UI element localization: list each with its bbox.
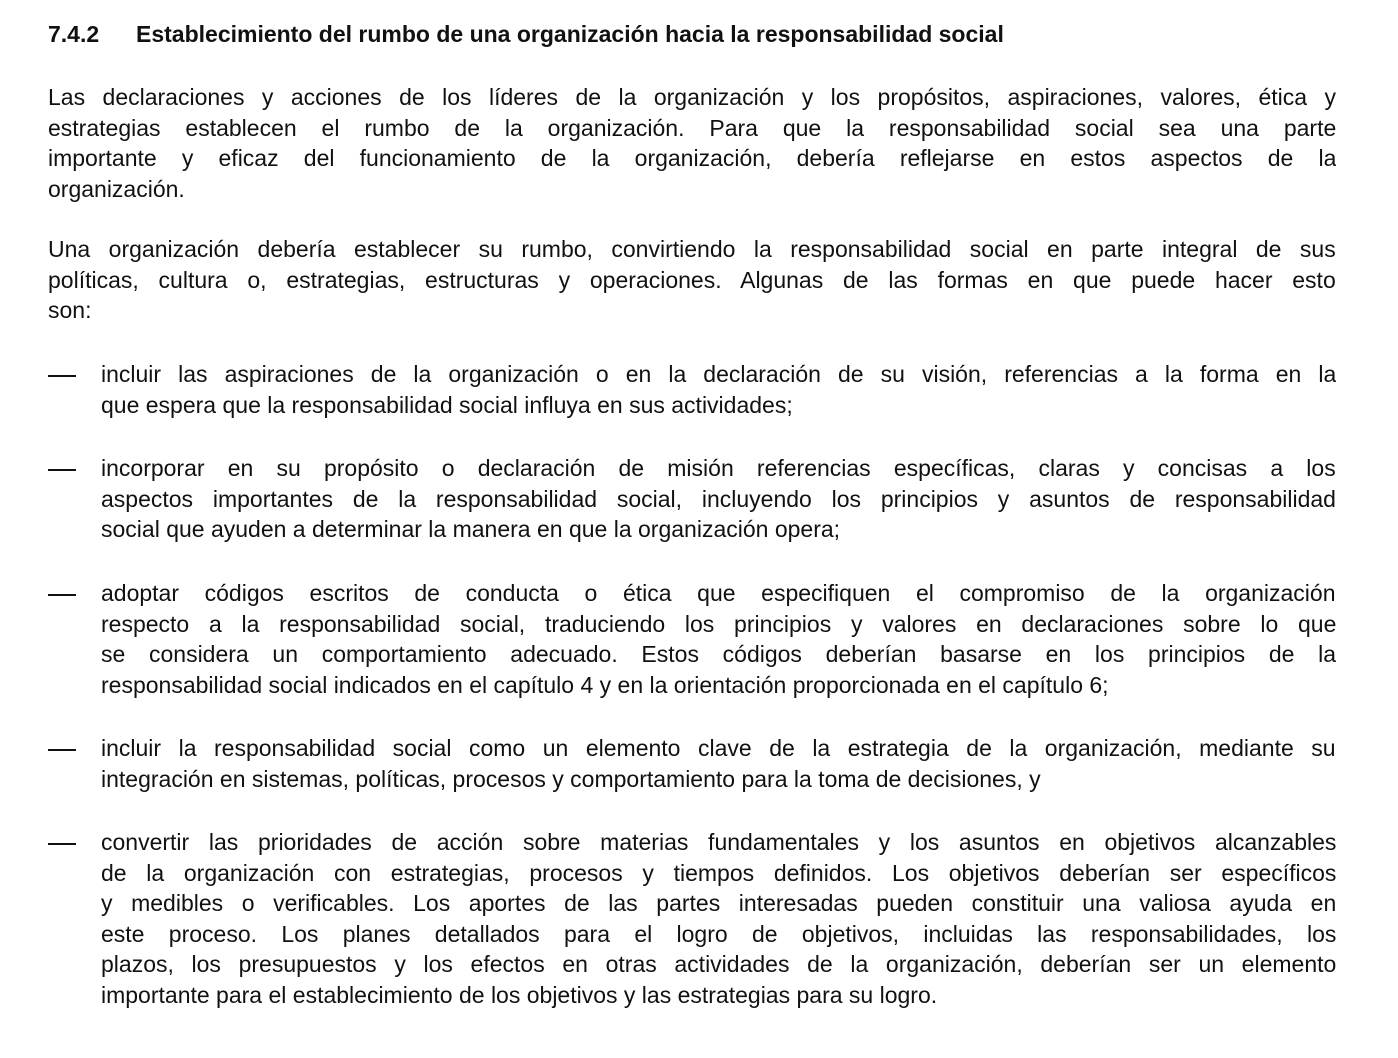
text-line: plazos, los presupuestos y los efectos en otras actividades de la organización, deberían ser un elemento (101, 951, 1336, 977)
text-line: estrategias establecen el rumbo de la organización. Para que la responsabilidad social sea una parte (48, 114, 1336, 141)
text-line: incorporar en su propósito o declaración de misión referencias específicas, claras y concisas a los (101, 455, 1336, 481)
text-line: que espera que la responsabilidad social influya en sus actividades; (101, 391, 793, 418)
text-line: y medibles o verificables. Los aportes de las partes interesadas pueden constituir una valiosa ayuda en (101, 890, 1336, 916)
text-line: de la organización con estrategias, procesos y tiempos definidos. Los objetivos deberían ser específicos (101, 859, 1336, 886)
text-line: convertir las prioridades de acción sobre materias fundamentales y los asuntos en objetivos alcanzables (101, 829, 1336, 855)
text-line: políticas, cultura o, estrategias, estructuras y operaciones. Algunas de las formas en que puede hacer esto (48, 266, 1336, 293)
em-dash-bullet-icon (48, 578, 78, 609)
text-line: son: (48, 297, 92, 323)
em-dash-bullet-icon (48, 827, 78, 858)
text-line: incluir las aspiraciones de la organización o en la declaración de su visión, referencias a la forma en la (101, 361, 1336, 387)
text-line: Una organización debería establecer su rumbo, convirtiendo la responsabilidad social en parte integral de sus (48, 236, 1336, 262)
paragraph-1 (48, 82, 1336, 204)
section-title: Establecimiento del rumbo de una organización hacia la responsabilidad social (136, 21, 1004, 47)
text-line: organización. (48, 175, 185, 202)
text-line: importante y eficaz del funcionamiento de la organización, debería reflejarse en estos aspectos de la (48, 145, 1336, 171)
text-line: incluir la responsabilidad social como un elemento clave de la estrategia de la organización, mediante su (101, 735, 1336, 761)
text-line: integración en sistemas, políticas, procesos y comportamiento para la toma de decisiones, y (101, 765, 1041, 792)
text-line: aspectos importantes de la responsabilidad social, incluyendo los principios y asuntos de responsabilidad (101, 485, 1336, 512)
text-line: respecto a la responsabilidad social, traduciendo los principios y valores en declaraciones sobre lo que (101, 610, 1336, 637)
em-dash-bullet-icon (48, 733, 78, 764)
em-dash-bullet-icon (48, 359, 78, 390)
text-line: Las declaraciones y acciones de los líderes de la organización y los propósitos, aspiraciones, valores, ética y (48, 84, 1336, 110)
paragraph-2 (48, 234, 1336, 326)
text-line: social que ayuden a determinar la manera en que la organización opera; (101, 516, 841, 542)
section-number: 7.4.2 (48, 21, 100, 47)
text-line: este proceso. Los planes detallados para el logro de objetivos, incluidas las responsabilidades, los (101, 920, 1336, 947)
text-line: adoptar códigos escritos de conducta o ética que especifiquen el compromiso de la organización (101, 580, 1336, 606)
text-line: se considera un comportamiento adecuado. Estos códigos deberían basarse en los principios de la (101, 641, 1336, 667)
text-line: importante para el establecimiento de los objetivos y las estrategias para su logro. (101, 981, 938, 1008)
text-line: responsabilidad social indicados en el capítulo 4 y en la orientación proporcionada en el capítulo 6; (101, 671, 1109, 698)
em-dash-bullet-icon (48, 453, 78, 484)
section-heading (48, 19, 1004, 49)
